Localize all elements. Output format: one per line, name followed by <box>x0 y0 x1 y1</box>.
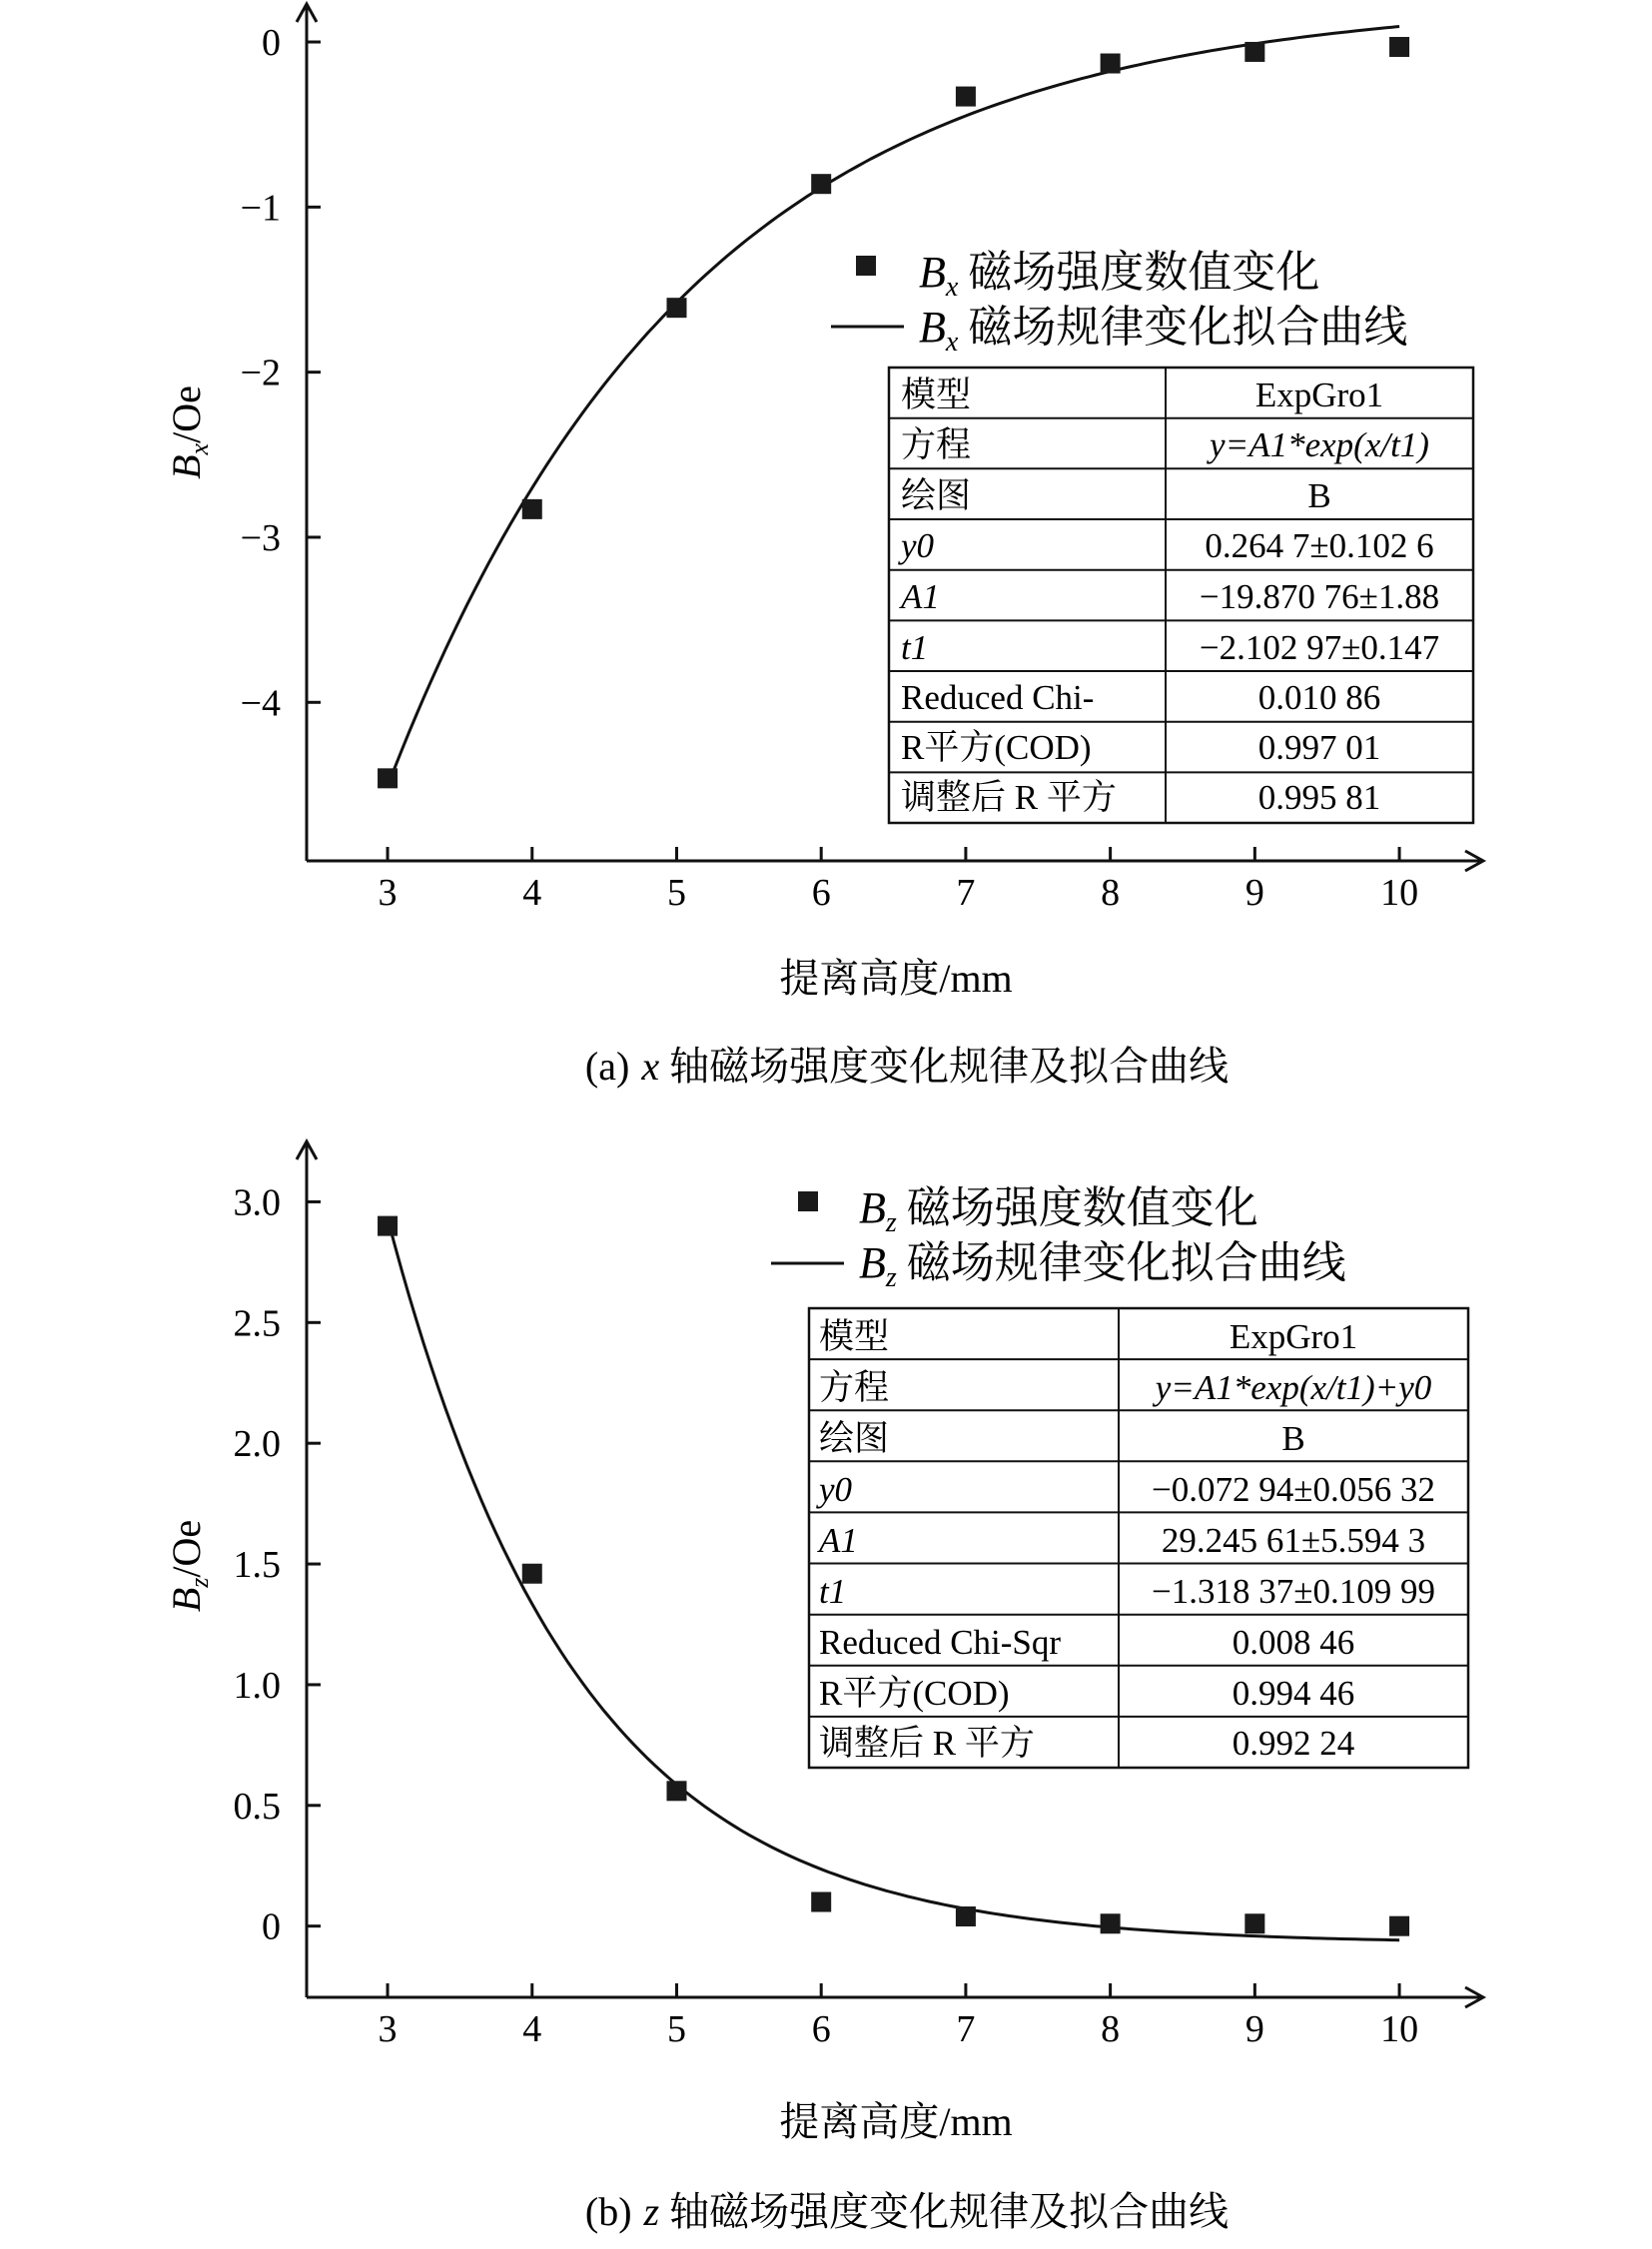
table-b-name-y0: y0 <box>819 1470 853 1509</box>
panel-b-x-tick-label: 9 <box>1244 2008 1264 2050</box>
panel-b-x-tick-label: 3 <box>378 2008 398 2050</box>
panel-a-x-ticks <box>379 847 1419 914</box>
table-a-value-chi: 0.010 86 <box>1257 678 1381 717</box>
panel-a-data-point <box>1101 54 1121 74</box>
panel-b-legend-markers-label: $B_z$ 磁场强度数值变化 <box>859 1183 1258 1238</box>
table-a-value-t1: −2.102 97±0.147 <box>1199 628 1440 667</box>
panel-b-data-point <box>378 1216 398 1236</box>
table-b-value-t1: −1.318 37±0.109 99 <box>1152 1572 1435 1611</box>
panel-b-y-tick-label: 3.0 <box>233 1181 281 1224</box>
table-b-value-cod: 0.994 46 <box>1232 1674 1355 1713</box>
panel-b-y-tick-label: 0.5 <box>233 1785 281 1828</box>
table-a-name-adj: 调整后 R 平方 <box>901 778 1117 817</box>
panel-a-data-point <box>1389 37 1409 57</box>
panel-b-data-point <box>1389 1916 1409 1936</box>
panel-b-data-point <box>666 1781 686 1801</box>
table-a-value-adj: 0.995 81 <box>1257 778 1381 817</box>
panel-b-data-point <box>1101 1913 1121 1933</box>
panel-b-legend-marker-swatch <box>798 1191 818 1211</box>
panel-b-y-tick-label: 1.0 <box>233 1664 281 1707</box>
table-b-name-cod: R平方(COD) <box>819 1674 1010 1713</box>
table-b-name-adj: 调整后 R 平方 <box>819 1724 1035 1763</box>
panel-b-y-tick-label: 0 <box>262 1905 281 1948</box>
table-b-value-adj: 0.992 24 <box>1232 1724 1355 1763</box>
panel-a-x-axis-label: 提离高度/mm <box>779 956 1013 1001</box>
panel-b-data-point <box>811 1892 831 1912</box>
panel-a-y-tick-label: −3 <box>240 516 281 559</box>
table-b-value-a1: 29.245 61±5.594 3 <box>1161 1521 1426 1560</box>
panel-b-legend <box>771 1183 1346 1293</box>
panel-b-fit-table <box>809 1308 1468 1768</box>
panel-a-x-tick-label: 3 <box>378 872 398 914</box>
panel-b-x-tick-label: 5 <box>666 2008 686 2050</box>
table-a-value-model: ExpGro1 <box>1254 375 1384 414</box>
panel-a-y-ticks <box>241 22 321 724</box>
panel-a-data-point <box>522 499 542 519</box>
panel-a-legend-line-label: $B_x$ 磁场规律变化拟合曲线 <box>919 303 1408 358</box>
panel-a-data-point <box>378 768 398 788</box>
panel-a-data-point <box>666 298 686 318</box>
panel-b-data-point <box>956 1906 976 1926</box>
panel-b-x-tick-label: 7 <box>956 2008 976 2050</box>
panel-a-x-tick-label: 8 <box>1101 872 1121 914</box>
panel-b-y-tick-label: 1.5 <box>233 1544 281 1587</box>
panel-a-data-point <box>956 87 976 107</box>
table-b-name-a1: A1 <box>819 1521 858 1560</box>
panel-b-x-tick-label: 8 <box>1101 2008 1121 2050</box>
table-a-name-y0: y0 <box>901 526 935 565</box>
table-a-name-cod: R平方(COD) <box>901 728 1092 767</box>
table-a-name-plot: 绘图 <box>901 476 972 515</box>
panel-b-chart <box>164 1141 1483 2234</box>
table-b-name-chi: Reduced Chi-Sqr <box>819 1623 1062 1662</box>
panel-a-y-tick-label: −4 <box>240 682 281 725</box>
panel-a-x-tick-label: 4 <box>522 872 542 914</box>
panel-b-y-axis-label: $B_z/Oe$ <box>164 1519 214 1613</box>
table-a-name-t1: t1 <box>901 628 929 667</box>
panel-a-x-tick-label: 7 <box>956 872 976 914</box>
table-b-value-model: ExpGro1 <box>1229 1317 1358 1356</box>
panel-a-y-tick-label: −2 <box>240 352 281 394</box>
table-a-value-cod: 0.997 01 <box>1257 728 1381 767</box>
table-b-value-plot: B <box>1281 1419 1305 1458</box>
panel-b-x-tick-label: 6 <box>811 2008 831 2050</box>
table-a-value-a1: −19.870 76±1.88 <box>1199 577 1440 616</box>
panel-a-y-axis-label: $B_x/Oe$ <box>164 385 214 479</box>
panel-b-data-point <box>1244 1913 1264 1933</box>
panel-a-x-tick-label: 9 <box>1244 872 1264 914</box>
panel-b-x-tick-label: 10 <box>1380 2008 1419 2050</box>
panel-a-x-tick-label: 10 <box>1380 872 1419 914</box>
table-b-value-equation: y=A1*exp(x/t1)+y0 <box>1155 1368 1432 1407</box>
panel-b-legend-line-label: $B_z$ 磁场规律变化拟合曲线 <box>859 1238 1346 1293</box>
panel-b-data-point <box>522 1564 542 1584</box>
panel-b-y-tick-label: 2.0 <box>233 1423 281 1466</box>
panel-a-y-tick-label: −1 <box>240 187 281 230</box>
table-a-value-equation: y=A1*exp(x/t1) <box>1210 425 1429 464</box>
panel-a-fit-table <box>889 368 1473 823</box>
table-b-value-chi: 0.008 46 <box>1232 1623 1355 1662</box>
panel-b-x-axis-label: 提离高度/mm <box>779 2099 1013 2144</box>
panel-b-x-tick-label: 4 <box>522 2008 542 2050</box>
table-b-name-equation: 方程 <box>819 1368 890 1407</box>
panel-a-legend <box>831 248 1407 358</box>
panel-a-legend-markers-label: $B_x$ 磁场强度数值变化 <box>919 248 1320 303</box>
panel-a-legend-marker-swatch <box>856 256 876 276</box>
table-a-value-y0: 0.264 7±0.102 6 <box>1205 526 1434 565</box>
panel-a-data-point <box>811 174 831 194</box>
table-a-value-plot: B <box>1307 476 1331 515</box>
table-b-value-y0: −0.072 94±0.056 32 <box>1152 1470 1435 1509</box>
panel-b-y-tick-label: 2.5 <box>233 1302 281 1345</box>
panel-a-x-tick-label: 5 <box>666 872 686 914</box>
table-b-name-plot: 绘图 <box>819 1419 890 1458</box>
panel-a-chart <box>164 4 1483 1089</box>
panel-b-caption: (b) z 轴磁场强度变化规律及拟合曲线 <box>584 2189 1230 2234</box>
panel-a-data-point <box>1244 42 1264 62</box>
panel-b-x-ticks <box>379 1983 1419 2050</box>
panel-a-y-tick-label: 0 <box>262 22 281 65</box>
table-a-name-model: 模型 <box>901 375 972 414</box>
table-b-name-t1: t1 <box>819 1572 847 1611</box>
table-a-name-chi: Reduced Chi- <box>901 678 1095 717</box>
panel-a-x-tick-label: 6 <box>811 872 831 914</box>
panel-a-caption: (a) x 轴磁场强度变化规律及拟合曲线 <box>584 1044 1230 1089</box>
table-a-name-equation: 方程 <box>901 425 972 464</box>
table-a-name-a1: A1 <box>901 577 940 616</box>
table-b-name-model: 模型 <box>819 1317 890 1356</box>
